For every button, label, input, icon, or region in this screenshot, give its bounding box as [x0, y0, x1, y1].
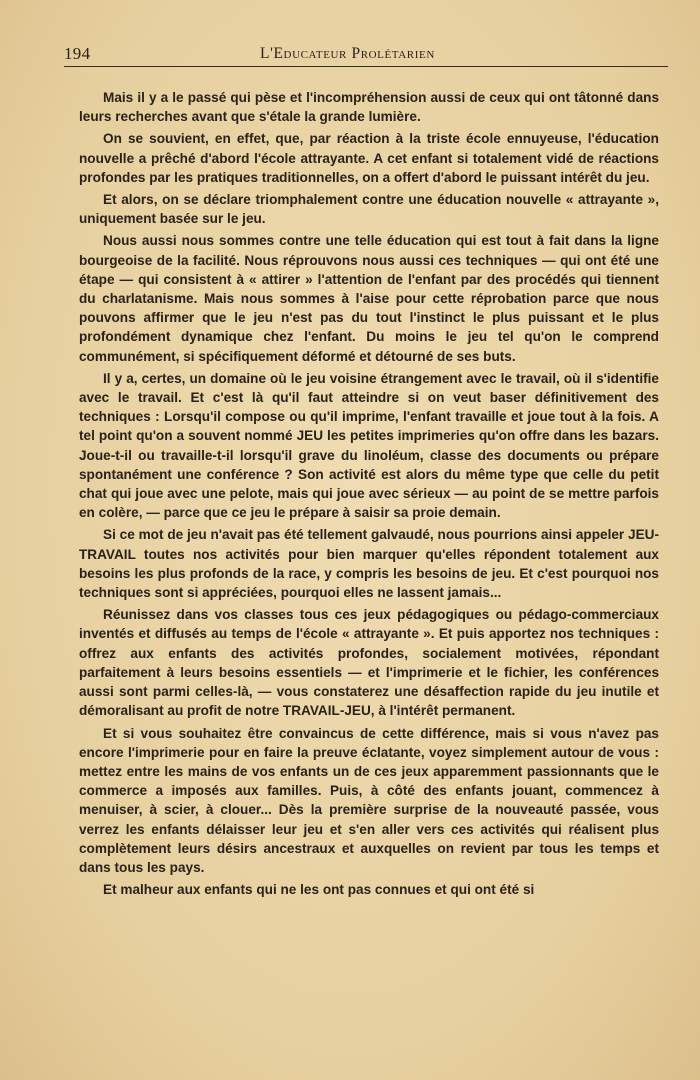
paragraph: Et si vous souhaitez être convaincus de cette différence, mais si vous n'avez pas encore l'imprimerie pour en faire la preuve éclatante, voyez simplement autour de vous : mettez entre les mains de vos enfants un de ces jeux apparemment passionnants que le commerce a imposés aux familles. Puis, à côté des enfants jouant, commencez à menuiser, à scier, à clouer... Dès la première surprise de la nouveauté passée, vous verrez les enfants délaisser leur jeu et s'en aller vers ces activités qui réalisent plus complètement leurs désirs ancestraux et auxquelles on revient par tous les temps et dans tous les pays. — [79, 725, 659, 875]
paragraph: Réunissez dans vos classes tous ces jeux pédagogiques ou pédago-commerciaux inventés et diffusés au temps de l'école « attrayante ». Et puis apportez nos techniques : offrez aux enfants des activités profondes, socialement motivées, répondant parfaitement à leurs besoins essentiels — et l'imprimerie et le fichier, les conférences aussi sont parmi celles-là, — vous constaterez une désaffection rapide du jeu inutile et démoralisant au profit de notre TRAVAIL-JEU, à l'intérêt permanent. — [79, 607, 659, 719]
running-title: L'Educateur Prolétarien — [260, 45, 435, 62]
paragraph: On se souvient, en effet, que, par réaction à la triste école ennuyeuse, l'éducation nouvelle a prêché d'abord l'école attrayante. A cet enfant si totalement vidé de réactions profondes par les pratiques traditionnelles, on a offert d'abord le puissant intérêt du jeu. — [79, 131, 659, 185]
paragraph: Il y a, certes, un domaine où le jeu voisine étrangement avec le travail, où il s'identifie avec le travail. Et c'est là qu'il faut atteindre si on veut baser définitivement des techniques : Lorsqu'il compose ou qu'il imprime, l'enfant travaille et joue tout à la fois. A tel point qu'on a souvent nommé JEU les petites imprimeries qu'on offre dans les bazars. Joue-t-il ou travaille-t-il lorsqu'il grave du linoléum, classe des documents ou prépare spontanément une conférence ? Son activité est alors du même type que celle du petit chat qui joue avec une pelote, mais qui joue avec sérieux — au point de se mettre parfois en colère, — parce que ce jeu le prépare à saisir sa proie demain. — [79, 370, 659, 521]
page-number: 194 — [64, 44, 91, 63]
paragraph: Si ce mot de jeu n'avait pas été tellement galvaudé, nous pourrions ainsi appeler JEU-TRAVAIL toutes nos activités pour bien marquer qu'elles répondent totalement aux besoins les plus profonds de la race, y compris les besoins de jeu. Et c'est pourquoi nos techniques sont si appréciées, pourquoi elles ne lassent jamais... — [79, 527, 659, 601]
paragraph: Et malheur aux enfants qui ne les ont pas connues et qui ont été si — [103, 882, 535, 898]
paragraph: Et alors, on se déclare triomphalement contre une éducation nouvelle « attrayante », uniquement basée sur le jeu. — [79, 192, 659, 227]
paragraph: Mais il y a le passé qui pèse et l'incompréhension aussi de ceux qui ont tâtonné dans leurs recherches avant que s'étale la grande lumière. — [79, 90, 659, 125]
paragraph: Nous aussi nous sommes contre une telle éducation qui est tout à fait dans la ligne bourgeoise de la facilité. Nous réprouvons nous aussi ces techniques — qui ont été une étape — qui consistent à « attirer » l'attention de l'enfant par des procédés qui tiennent du charlatanisme. Mais nous sommes à l'aise pour cette réprobation parce que nous pouvons affirmer que le jeu n'est pas du tout l'instinct le plus puissant et le plus profondément dynamique chez l'enfant. Du moins le jeu tel qu'on le comprend communément, si spécifiquement déformé et détourné de ses buts. — [79, 233, 659, 364]
article-body — [79, 88, 659, 902]
page-header — [64, 44, 670, 66]
header-rule — [64, 66, 668, 67]
